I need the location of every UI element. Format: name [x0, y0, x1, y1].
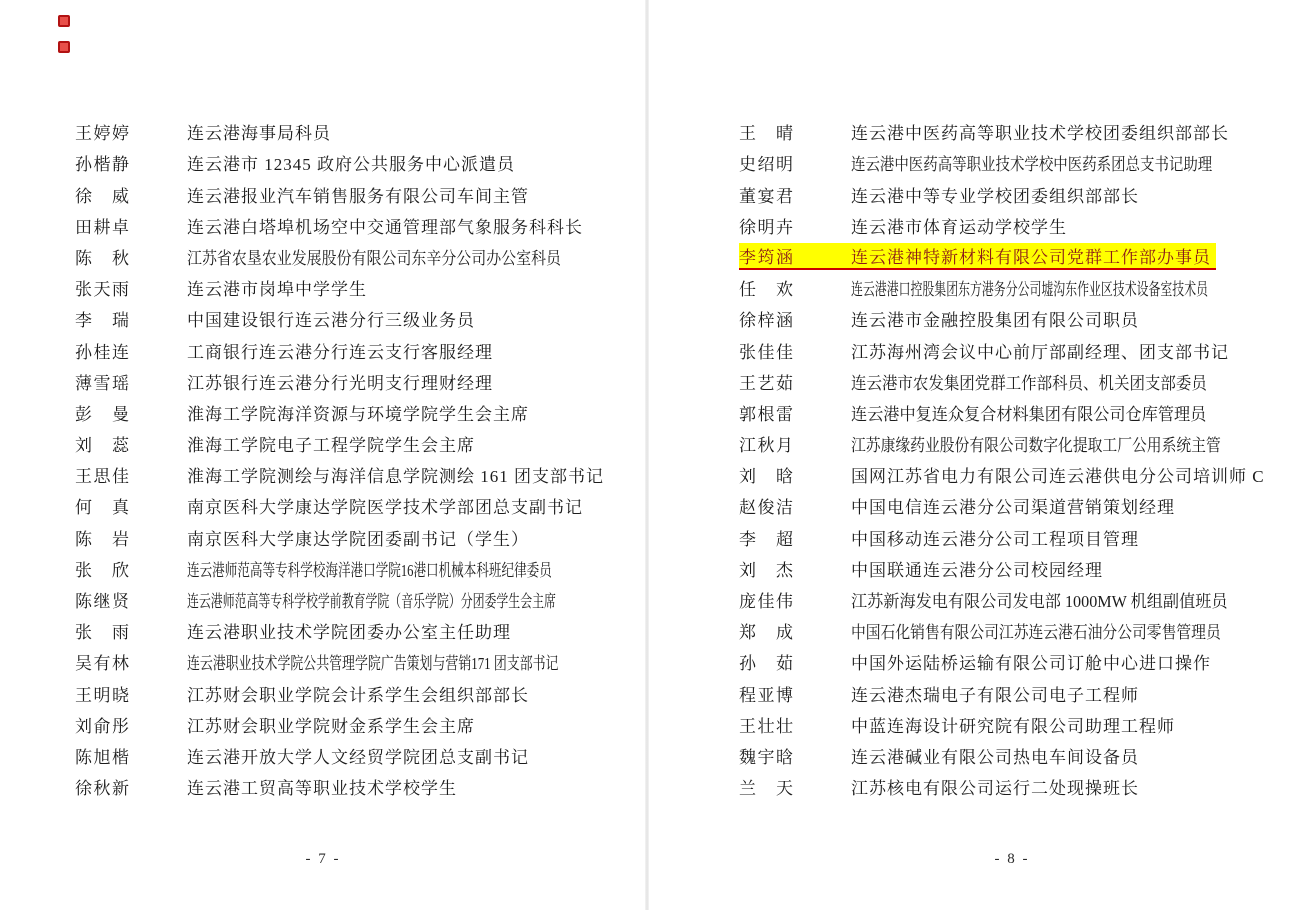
- person-title: 工商银行连云港分行连云支行客服经理: [187, 342, 493, 362]
- row-line: [75, 369, 493, 394]
- person-title: 南京医科大学康达学院医学技术学部团总支副书记: [187, 498, 583, 518]
- person-name: 张佳佳: [739, 342, 793, 362]
- row-line: [75, 244, 612, 269]
- person-title: 江苏核电有限公司运行二处现操班长: [851, 779, 1139, 799]
- table-row: [739, 271, 1307, 302]
- table-row: [739, 583, 1307, 614]
- person-name: 陈继贤: [75, 592, 129, 611]
- person-title: 江苏康缘药业股份有限公司数字化提取工厂公用系统主管: [851, 436, 1221, 456]
- person-name: 任欢: [739, 280, 793, 300]
- person-name: 赵俊洁: [739, 498, 793, 518]
- person-title: 连云港中等专业学校团委组织部部长: [851, 186, 1139, 206]
- table-row: [739, 209, 1307, 240]
- person-name: 徐威: [75, 186, 129, 206]
- person-title: 中国外运陆桥运输有限公司订舱中心进口操作: [851, 654, 1211, 674]
- table-row: [739, 552, 1307, 583]
- person-name: 李筠涵: [739, 247, 793, 267]
- row-line: [75, 775, 457, 800]
- person-name: 魏宇晗: [739, 747, 793, 767]
- table-row: [75, 365, 714, 396]
- person-title: 连云港碱业有限公司热电车间设备员: [851, 747, 1139, 767]
- person-name: 孙茹: [739, 654, 793, 674]
- table-row: [75, 520, 714, 551]
- person-title: 连云港海事局科员: [187, 124, 331, 144]
- table-row: [75, 115, 714, 146]
- person-title: 连云港师范高等专科学校海洋港口学院16港口机械本科班纪律委员: [187, 560, 552, 580]
- person-name: 兰天: [739, 779, 793, 799]
- person-title: 江苏海州湾会议中心前厅部副经理、团支部书记: [851, 342, 1229, 362]
- person-name: 王婷婷: [75, 124, 129, 144]
- person-name: 陈旭楷: [75, 747, 129, 767]
- person-title: 连云港开放大学人文经贸学院团总支副书记: [187, 747, 529, 767]
- table-row: [75, 177, 714, 208]
- table-row: [75, 458, 714, 489]
- person-title: 连云港市金融控股集团有限公司职员: [851, 311, 1139, 331]
- person-name: 郑成: [739, 623, 793, 643]
- person-name: 王明晓: [75, 685, 129, 705]
- table-row: [75, 209, 714, 240]
- row-line: [739, 681, 1139, 706]
- person-name: 郭根雷: [739, 404, 793, 424]
- row-line: [739, 712, 1175, 737]
- row-line: [739, 587, 1247, 612]
- table-row: [75, 739, 714, 770]
- person-name: 张欣: [75, 560, 129, 580]
- row-line: [739, 369, 1242, 394]
- page-number-7: - 7 -: [305, 851, 341, 867]
- table-row: [739, 302, 1307, 333]
- person-name: 李瑞: [75, 311, 129, 331]
- person-name: 彭曼: [75, 404, 129, 424]
- table-row: [739, 396, 1307, 427]
- person-name: 刘俞彤: [75, 716, 129, 736]
- table-row: [739, 520, 1307, 551]
- person-name: 史绍明: [739, 155, 793, 175]
- row-line: [75, 151, 515, 176]
- row-line: [75, 431, 475, 456]
- row-line: [739, 650, 1211, 675]
- table-row: [75, 427, 714, 458]
- row-line: [739, 243, 1216, 270]
- red-annotation-icon: [58, 15, 70, 27]
- row-line: [75, 307, 475, 332]
- row-line: [75, 556, 680, 581]
- table-row: [739, 739, 1307, 770]
- row-line: [739, 619, 1276, 644]
- person-title: 淮海工学院电子工程学院学生会主席: [187, 436, 475, 456]
- row-line: [739, 213, 1067, 238]
- person-title: 连云港职业技术学院团委办公室主任助理: [187, 623, 511, 643]
- table-row: [75, 396, 714, 427]
- table-row: [739, 458, 1307, 489]
- table-row: [739, 676, 1307, 707]
- person-title: 连云港市农发集团党群工作部科员、机关团支部委员: [851, 373, 1207, 393]
- person-name: 吴有林: [75, 654, 129, 674]
- person-name: 王思佳: [75, 467, 129, 487]
- row-line: [75, 463, 604, 488]
- row-line: [739, 463, 1265, 488]
- person-title: 中国电信连云港分公司渠道营销策划经理: [851, 498, 1175, 518]
- row-line: [75, 338, 493, 363]
- row-line: [75, 120, 331, 145]
- row-line: [75, 619, 511, 644]
- person-title: 连云港市体育运动学校学生: [851, 217, 1067, 237]
- person-name: 徐明卉: [739, 217, 793, 237]
- table-row: [75, 645, 714, 676]
- person-name: 王艺茹: [739, 373, 793, 393]
- person-title: 连云港杰瑞电子有限公司电子工程师: [851, 685, 1139, 705]
- person-title: 江苏财会职业学院财金系学生会主席: [187, 716, 475, 736]
- person-title: 连云港中医药高等职业技术学校团委组织部部长: [851, 124, 1229, 144]
- row-line: [739, 276, 1307, 301]
- table-row: [739, 146, 1307, 177]
- row-line: [739, 338, 1229, 363]
- row-line: [739, 307, 1139, 332]
- person-name: 孙桂连: [75, 342, 129, 362]
- table-row: [75, 552, 714, 583]
- person-name: 陈秋: [75, 248, 129, 268]
- person-name: 江秋月: [739, 436, 793, 456]
- person-name: 刘杰: [739, 560, 793, 580]
- row-line: [75, 213, 583, 238]
- table-row: [75, 489, 714, 520]
- row-line: [75, 182, 529, 207]
- roster-list-page-7: [75, 115, 714, 801]
- row-line: [739, 743, 1139, 768]
- person-name: 庞佳伟: [739, 592, 793, 611]
- table-row: [75, 302, 714, 333]
- person-name: 董宴君: [739, 186, 793, 206]
- table-row: [739, 645, 1307, 676]
- table-row: [75, 770, 714, 801]
- table-row: [75, 676, 714, 707]
- person-name: 徐梓涵: [739, 311, 793, 331]
- person-title: 连云港中医药高等职业技术学校中医药系团总支书记助理: [851, 155, 1213, 175]
- table-row: [75, 708, 714, 739]
- row-line: [75, 494, 583, 519]
- row-line: [75, 681, 529, 706]
- person-name: 刘晗: [739, 467, 793, 487]
- table-row: [739, 177, 1307, 208]
- person-title: 国网江苏省电力有限公司连云港供电分公司培训师 C: [851, 467, 1265, 487]
- person-title: 连云港市岗埠中学学生: [187, 280, 367, 300]
- person-name: 薄雪瑶: [75, 373, 129, 393]
- person-title: 连云港师范高等专科学校学前教育学院（音乐学院）分团委学生会主席: [187, 592, 556, 611]
- person-title: 江苏银行连云港分行光明支行理财经理: [187, 373, 493, 393]
- person-title: 南京医科大学康达学院团委副书记（学生）: [187, 529, 529, 549]
- row-line: [739, 431, 1276, 456]
- person-name: 王晴: [739, 124, 793, 144]
- table-row: [739, 240, 1307, 271]
- person-title: 连云港工贸高等职业技术学校学生: [187, 779, 457, 799]
- person-name: 陈岩: [75, 529, 129, 549]
- person-name: 徐秋新: [75, 779, 129, 799]
- row-line: [739, 120, 1229, 145]
- person-name: 李超: [739, 529, 793, 549]
- row-line: [75, 743, 529, 768]
- person-name: 程亚博: [739, 685, 793, 705]
- person-title: 连云港中复连众复合材料集团有限公司仓库管理员: [851, 404, 1207, 424]
- person-title: 连云港港口控股集团东方港务分公司墟沟东作业区技术设备室技术员: [851, 280, 1208, 300]
- person-title: 连云港市 12345 政府公共服务中心派遣员: [187, 155, 515, 175]
- table-row: [739, 333, 1307, 364]
- row-line: [739, 525, 1139, 550]
- person-name: 何真: [75, 498, 129, 518]
- person-title: 江苏省农垦农业发展股份有限公司东辛分公司办公室科员: [187, 248, 561, 268]
- row-line: [75, 276, 367, 301]
- table-row: [75, 583, 714, 614]
- row-line: [739, 400, 1225, 425]
- table-row: [739, 115, 1307, 146]
- page-number-8: - 8 -: [994, 851, 1030, 867]
- roster-list-page-8: [739, 115, 1307, 801]
- person-name: 孙楷静: [75, 155, 129, 175]
- person-name: 田耕卓: [75, 217, 129, 237]
- person-title: 连云港神特新材料有限公司党群工作部办事员: [851, 247, 1211, 267]
- person-title: 连云港职业技术学院公共管理学院广告策划与营销171 团支部书记: [187, 654, 559, 674]
- table-row: [739, 614, 1307, 645]
- person-title: 中国石化销售有限公司江苏连云港石油分公司零售管理员: [851, 623, 1221, 643]
- person-title: 江苏财会职业学院会计系学生会组织部部长: [187, 685, 529, 705]
- row-line: [739, 775, 1139, 800]
- person-title: 淮海工学院海洋资源与环境学院学生会主席: [187, 404, 529, 424]
- person-name: 张雨: [75, 623, 129, 643]
- table-row: [739, 365, 1307, 396]
- table-row: [75, 271, 714, 302]
- row-line: [739, 182, 1139, 207]
- person-title: 中国移动连云港分公司工程项目管理: [851, 529, 1139, 549]
- person-name: 王壮壮: [739, 716, 793, 736]
- row-line: [739, 556, 1103, 581]
- row-line: [739, 151, 1276, 176]
- row-line: [739, 494, 1175, 519]
- person-name: 刘蕊: [75, 436, 129, 456]
- row-line: [75, 587, 714, 612]
- person-name: 张天雨: [75, 280, 129, 300]
- person-title: 淮海工学院测绘与海洋信息学院测绘 161 团支部书记: [187, 467, 604, 487]
- table-row: [75, 146, 714, 177]
- row-line: [75, 525, 529, 550]
- row-line: [75, 650, 676, 675]
- row-line: [75, 712, 475, 737]
- table-row: [739, 708, 1307, 739]
- person-title: 连云港报业汽车销售服务有限公司车间主管: [187, 186, 529, 206]
- person-title: 连云港白塔埠机场空中交通管理部气象服务科科长: [187, 217, 583, 237]
- table-row: [739, 427, 1307, 458]
- table-row: [739, 489, 1307, 520]
- table-row: [75, 614, 714, 645]
- red-annotation-icon: [58, 41, 70, 53]
- table-row: [75, 240, 714, 271]
- table-row: [75, 333, 714, 364]
- person-title: 中国建设银行连云港分行三级业务员: [187, 311, 475, 331]
- row-line: [75, 400, 529, 425]
- person-title: 江苏新海发电有限公司发电部 1000MW 机组副值班员: [851, 592, 1228, 611]
- person-title: 中蓝连海设计研究院有限公司助理工程师: [851, 716, 1175, 736]
- person-title: 中国联通连云港分公司校园经理: [851, 560, 1103, 580]
- table-row: [739, 770, 1307, 801]
